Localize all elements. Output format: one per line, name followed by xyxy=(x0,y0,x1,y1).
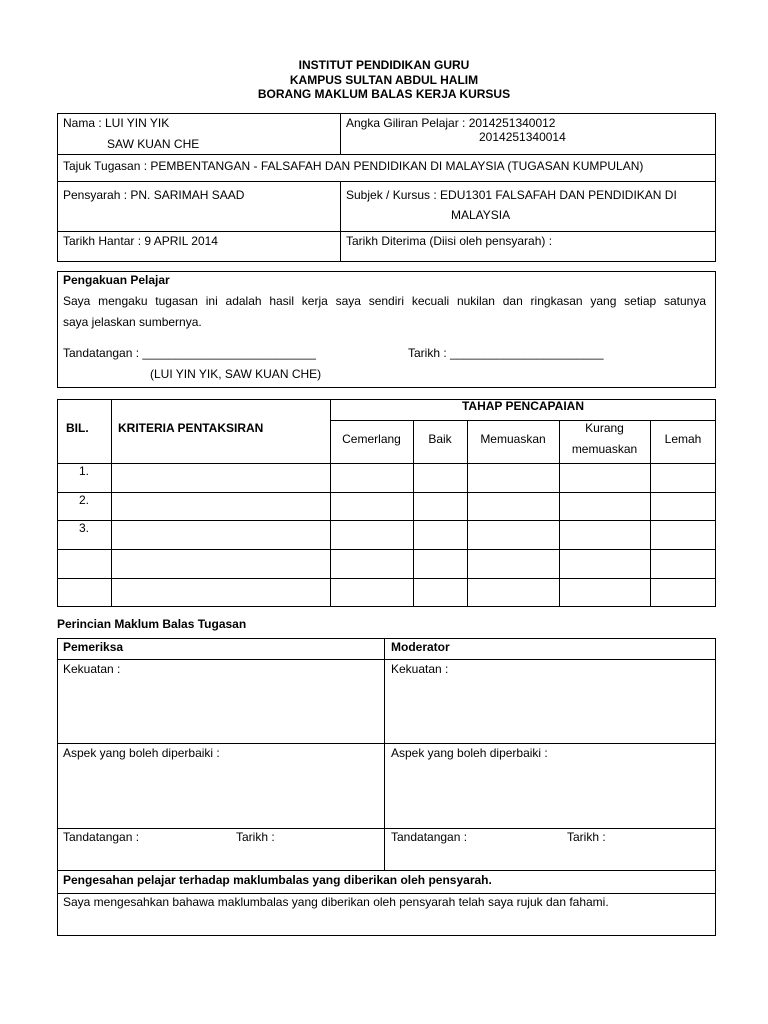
level-cemerlang: Cemerlang xyxy=(342,432,401,446)
moderator-tandatangan: Tandatangan : xyxy=(391,830,468,844)
row-number: 3. xyxy=(79,521,90,535)
tandatangan-line: Tandatangan : __________________________ xyxy=(63,346,316,360)
pensyarah-field: Pensyarah : PN. SARIMAH SAAD xyxy=(63,188,245,202)
subjek-field: Subjek / Kursus : EDU1301 FALSAFAH DAN PENDIDIKAN DI xyxy=(346,188,677,202)
pemeriksa-kekuatan: Kekuatan : xyxy=(63,662,121,676)
angka-giliran-field: Angka Giliran Pelajar : 2014251340012 xyxy=(346,116,556,130)
campus-title: KAMPUS SULTAN ABDUL HALIM xyxy=(289,73,479,87)
perincian-table xyxy=(57,638,716,936)
level-kurang-memuaskan: memuaskan xyxy=(571,442,638,456)
pemeriksa-aspek: Aspek yang boleh diperbaiki : xyxy=(63,746,220,760)
tarikh-hantar-field: Tarikh Hantar : 9 APRIL 2014 xyxy=(63,234,218,248)
pengesahan-text: Saya mengesahkan bahawa maklumbalas yang diberikan oleh pensyarah telah saya rujuk dan fahami. xyxy=(63,895,609,909)
perincian-heading: Perincian Maklum Balas Tugasan xyxy=(57,617,247,631)
tajuk-tugasan-field: Tajuk Tugasan : PEMBENTANGAN - FALSAFAH DAN PENDIDIKAN DI MALAYSIA (TUGASAN KUMPULAN) xyxy=(63,159,644,173)
level-baik: Baik xyxy=(428,432,452,446)
form-title: BORANG MAKLUM BALAS KERJA KURSUS xyxy=(257,87,511,101)
angka-giliran-second: 2014251340014 xyxy=(479,130,566,144)
pengakuan-text-line1: Saya mengaku tugasan ini adalah hasil kerja saya sendiri kecuali nukilan dan ringkasan yang setiap satunya xyxy=(63,294,706,308)
pemeriksa-header: Pemeriksa xyxy=(63,640,124,654)
pengakuan-text-line2: saya jelaskan sumbernya. xyxy=(63,315,202,329)
nama-field: Nama : LUI YIN YIK xyxy=(63,116,170,130)
level-memuaskan: Memuaskan xyxy=(480,432,546,446)
institute-title: INSTITUT PENDIDIKAN GURU xyxy=(298,58,470,72)
moderator-tarikh: Tarikh : xyxy=(567,830,606,844)
tarikh-diterima-field: Tarikh Diterima (Diisi oleh pensyarah) : xyxy=(346,234,553,248)
moderator-kekuatan: Kekuatan : xyxy=(391,662,449,676)
student-names: (LUI YIN YIK, SAW KUAN CHE) xyxy=(150,367,322,381)
row-number: 2. xyxy=(79,493,90,507)
tarikh-line: Tarikh : _______________________ xyxy=(408,346,604,360)
pengesahan-heading: Pengesahan pelajar terhadap maklumbalas yang diberikan oleh pensyarah. xyxy=(63,873,492,887)
nama-second: SAW KUAN CHE xyxy=(107,137,200,151)
kriteria-header: KRITERIA PENTAKSIRAN xyxy=(118,421,264,435)
subjek-second: MALAYSIA xyxy=(451,208,511,222)
moderator-header: Moderator xyxy=(391,640,450,654)
bil-header: BIL. xyxy=(66,421,89,435)
level-lemah: Lemah xyxy=(664,432,702,446)
level-kurang: Kurang xyxy=(585,421,624,435)
tahap-header: TAHAP PENCAPAIAN xyxy=(461,399,584,413)
row-number: 1. xyxy=(79,464,90,478)
moderator-aspek: Aspek yang boleh diperbaiki : xyxy=(391,746,548,760)
pemeriksa-tarikh: Tarikh : xyxy=(236,830,275,844)
pemeriksa-tandatangan: Tandatangan : xyxy=(63,830,140,844)
pengakuan-heading: Pengakuan Pelajar xyxy=(63,273,170,287)
